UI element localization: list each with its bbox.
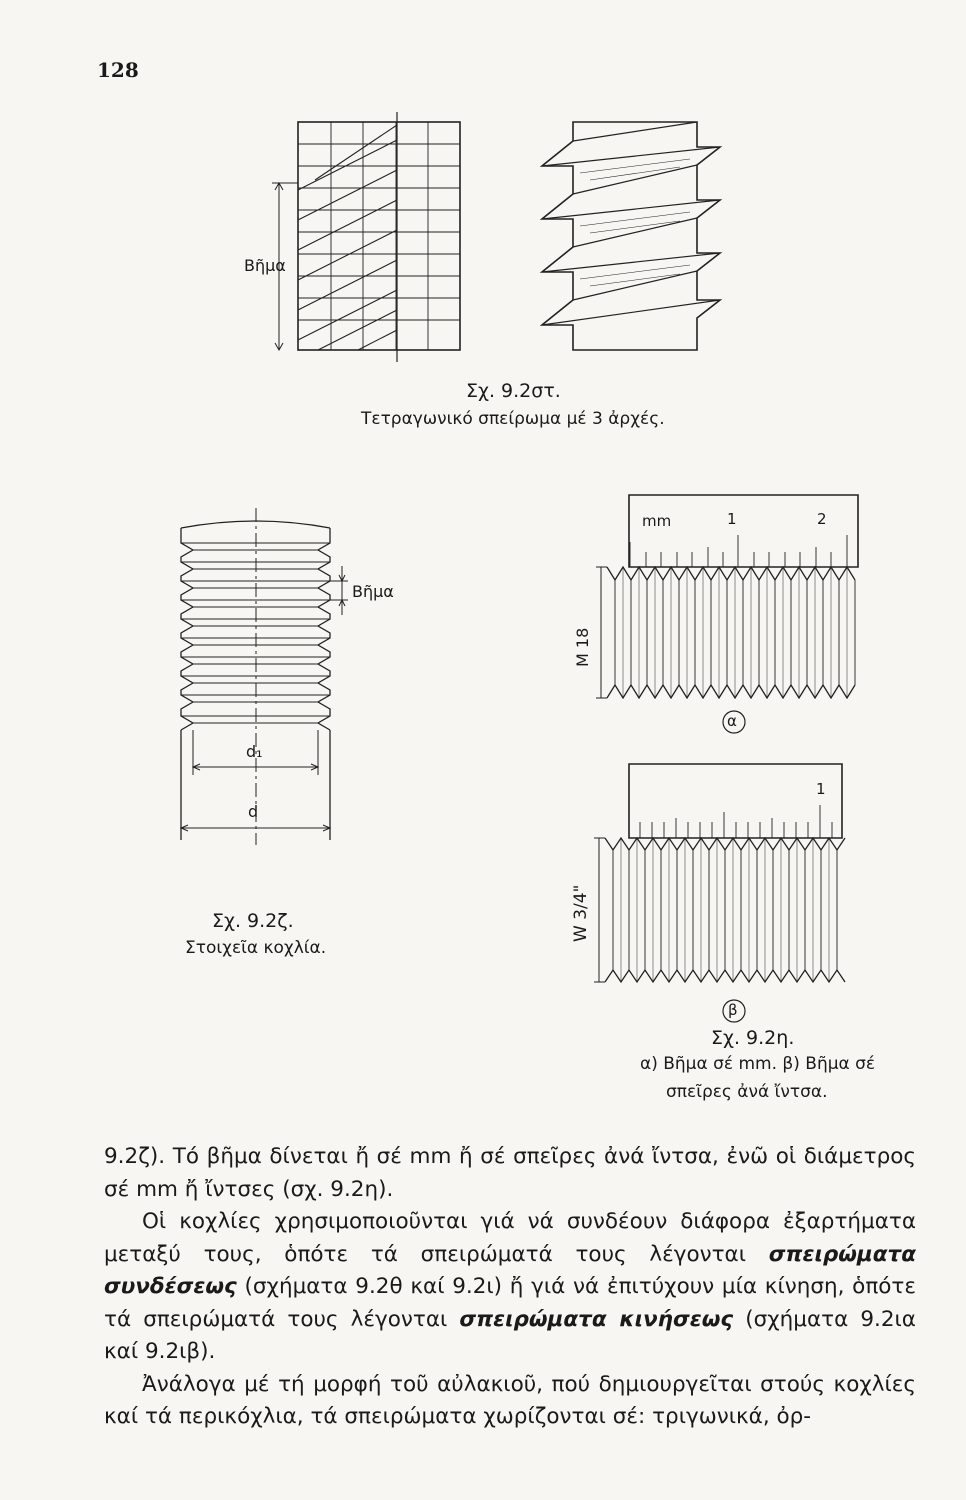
thread-gauge-b [594,764,845,1022]
thread-a-label: M 18 [573,627,592,667]
bolt-pitch-label: Βῆμα [352,582,394,601]
gauge-b-tick-label-1: 1 [816,780,826,798]
bolt-major-diameter-label: d [248,802,259,821]
thread-b-label: W 3/4" [571,884,591,942]
figure-eta-caption-line-1: α) Βῆμα σέ mm. β) Βῆμα σέ [640,1054,876,1074]
figure-st-caption-title: Σχ. 9.2στ. [466,380,561,402]
figure-z-caption-title: Σχ. 9.2ζ. [212,910,294,932]
figure-eta-caption-line-2: σπεῖρες ἀνά ἴντσα. [666,1082,828,1102]
paragraph-2-part-c: (σχήματα 9.2ια καί 9.2ιβ). [104,1306,916,1364]
figure-z-caption-text: Στοιχεῖα κοχλία. [185,938,327,958]
gauge-a-tick-label-2: 2 [817,510,827,528]
paragraph-3: Ἀνάλογα μέ τή μορφή τοῦ αὐλακιοῦ, πού δημιουργεῖται στούς κοχλίες καί τά περικόχλια, τά σπειρώματα χωρίζονται σέ: τριγωνικά, ὀρ- [104,1371,916,1429]
figure-eta-caption-title: Σχ. 9.2η. [711,1027,795,1049]
paragraph-2-part-a: Οἱ κοχλίες χρησιμοποιοῦνται γιά νά συνδέουν διάφορα ἐξαρτήματα μεταξύ τους, ὁπότε τά σπειρώματά τους λέγονται [104,1209,916,1267]
paragraph-2-part-b: (σχήματα 9.2θ καί 9.2ι) ἤ γιά νά ἐπιτύχουν μία κίνηση, ὁπότε τά σπειρώματά τους λέγονται [104,1274,916,1332]
body-text [104,1141,916,1434]
square-thread-pitch-label: Βῆμα [244,256,286,275]
term-connection-threads: σπειρώματα συνδέσεως [104,1241,916,1299]
figure-st-caption-text: Τετραγωνικό σπείρωμα μέ 3 ἀρχές. [361,409,665,429]
thread-gauge-a [596,495,858,733]
paragraph-1: 9.2ζ). Τό βῆμα δίνεται ἤ σέ mm ἤ σέ σπεῖρες ἀνά ἴντσα, ἐνῶ οἱ διάμετρος σέ mm ἤ ἴντσες (σχ. 9.2η). [104,1144,916,1202]
gauge-a-tick-label-1: 1 [727,510,737,528]
term-motion-threads: σπειρώματα κινήσεως [459,1306,734,1332]
bolt-minor-diameter-label: d₁ [246,742,263,761]
gauge-a-unit-label: mm [642,512,672,530]
paragraph-2 [104,1206,916,1369]
gauge-b-marker: β [728,1001,738,1019]
gauge-a-marker: α [727,712,737,730]
page-number: 128 [97,58,139,82]
